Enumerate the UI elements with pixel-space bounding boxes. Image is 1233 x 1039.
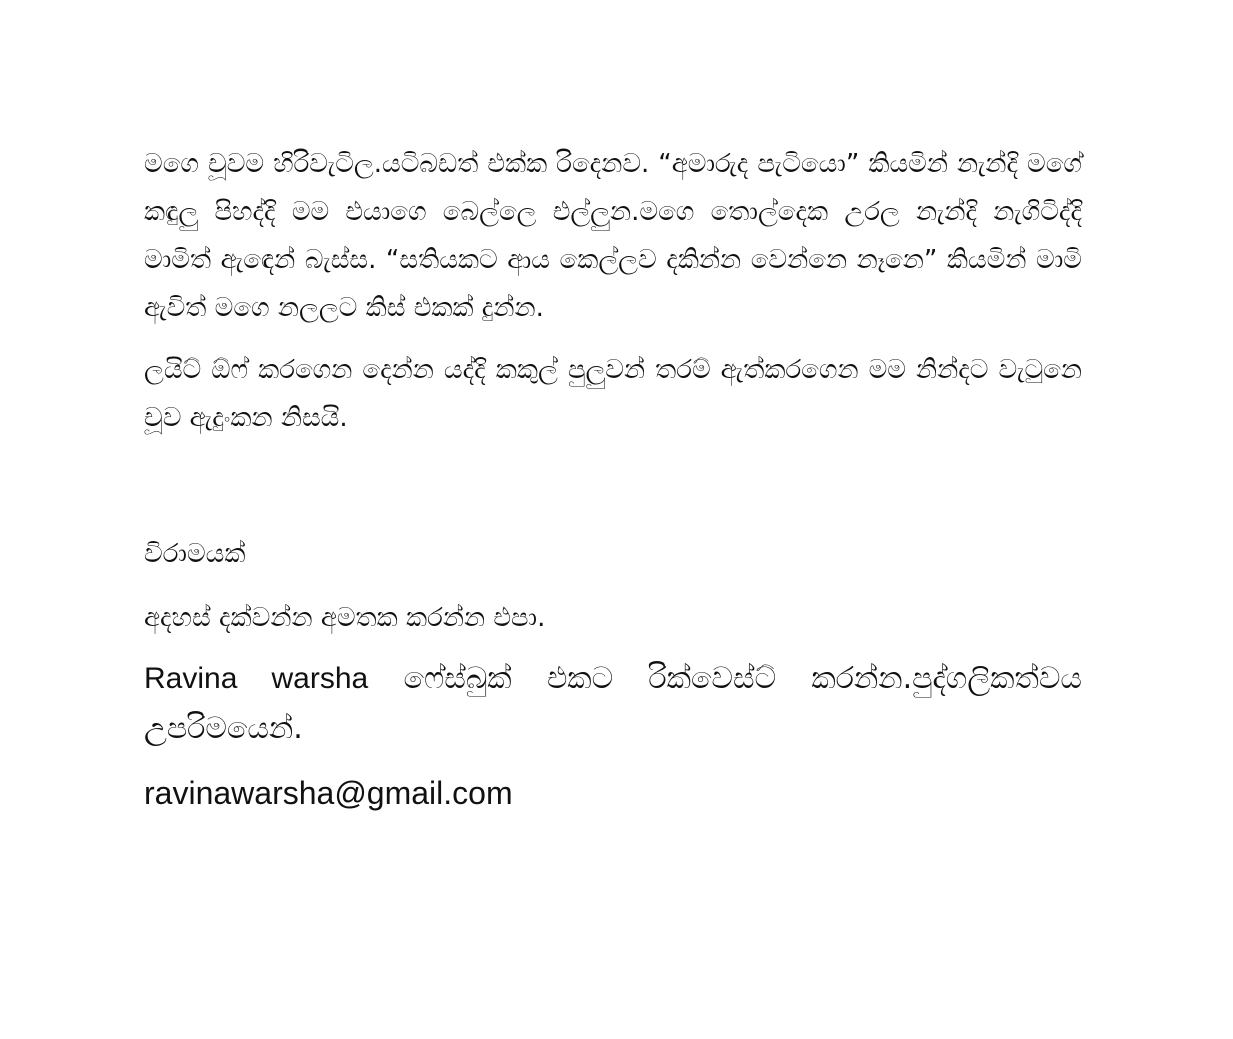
story-paragraph-1: මගෙ චූවම හිරිවැටිල.යටිබඩත් එක්ක රිදෙනව. “අමාරුද පැටියො” කියමින් නැන්දි මගේ කඳුලු පිහද්දි මම එයාගෙ බෙල්ලෙ එල්ලුන.මගෙ තොල්දෙක උරල නැන්දි නැගිටිද්දි මාමිත් ඇඳෙන් බැස්ස. “සතියකට ආය කෙල්ලව දකින්න වෙන්නෙ නෑනෙ” කියමින් මාමි ඇවිත් මගෙ නලලට කිස් එකක් දුන්න. — [144, 149, 1082, 323]
facebook-request-note — [144, 654, 1082, 754]
facebook-request-text: ෆේස්බුක් එකට රික්වෙස්ට් කරන්න.පුද්ගලිකත්වය උපරිමයෙන්. — [144, 661, 1082, 746]
story-paragraph-2: ලයිට් ඕෆ් කරගෙන දෙන්න යද්දි කකුල් පුලුවන් තරම් ඇත්කරගෙන මම නින්දට වැටුනෙ චූව ඇදුංකන නිසයි. — [144, 355, 1082, 433]
document-page — [144, 140, 1082, 818]
author-name: Ravina warsha — [144, 662, 369, 695]
comment-reminder: අදහස් දක්වන්න අමතක කරන්න එපා. — [144, 603, 546, 633]
contact-email: ravinawarsha@gmail.com — [144, 775, 513, 811]
break-heading: විරාමයක් — [144, 539, 246, 569]
